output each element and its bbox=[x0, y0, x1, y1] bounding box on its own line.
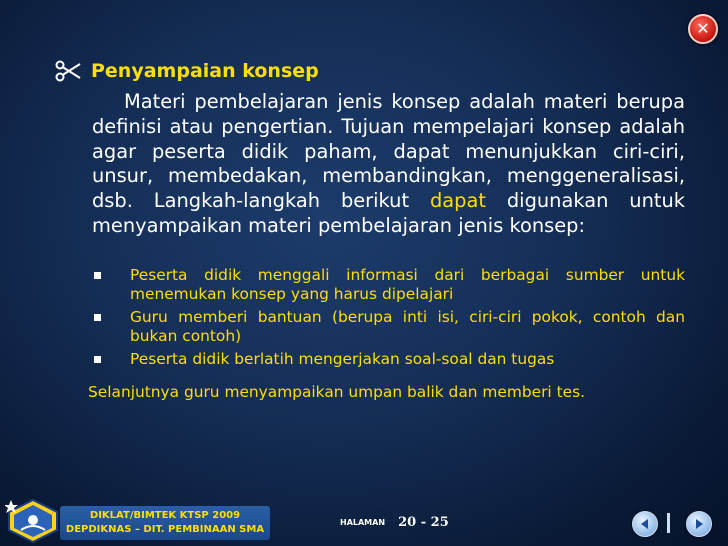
close-button[interactable] bbox=[688, 14, 718, 44]
previous-button[interactable] bbox=[632, 511, 658, 537]
paragraph-text-2: digunakan untuk menyampaikan materi pembelajaran jenis konsep: bbox=[92, 189, 685, 237]
tut-wuri-handayani-logo bbox=[5, 498, 61, 544]
footer-line-1: DIKLAT/BIMTEK KTSP 2009 bbox=[89, 510, 241, 521]
footer-line-2: DEPDIKNAS – DIT. PEMBINAAN SMA bbox=[65, 524, 265, 535]
bullet-list bbox=[88, 266, 685, 373]
arrow-right-icon bbox=[692, 517, 706, 531]
arrow-left-icon bbox=[638, 517, 652, 531]
page-range: 20 - 25 bbox=[398, 515, 449, 530]
paragraph-text-1: Materi pembelajaran jenis konsep adalah materi berupa definisi atau pengertian. Tujuan mempelajari konsep adalah agar peserta didik paham, dapat menunjukkan ciri-ciri, unsur, membedakan, membandingkan, menggeneralisasi, dsb. Langkah-langkah berikut bbox=[92, 90, 685, 213]
page-indicator bbox=[340, 512, 449, 531]
closing-text: Selanjutnya guru menyampaikan umpan balik dan memberi tes. bbox=[88, 383, 585, 401]
bullet-square-icon bbox=[94, 272, 101, 279]
footer-label bbox=[60, 506, 270, 540]
paragraph-highlight: dapat bbox=[429, 189, 486, 213]
bullet-item: Guru memberi bantuan (berupa inti isi, ciri-ciri pokok, contoh dan bukan contoh) bbox=[88, 308, 685, 346]
halaman-label: HALAMAN bbox=[340, 518, 386, 527]
bullet-item: Peserta didik menggali informasi dari berbagai sumber untuk menemukan konsep yang harus dipelajari bbox=[88, 266, 685, 304]
body-paragraph bbox=[92, 90, 685, 239]
next-button[interactable] bbox=[686, 511, 712, 537]
bullet-square-icon bbox=[94, 356, 101, 363]
nav-separator bbox=[667, 513, 670, 533]
heading-row bbox=[55, 60, 319, 82]
bullet-square-icon bbox=[94, 314, 101, 321]
close-icon: ✕ bbox=[696, 19, 710, 38]
section-heading: Penyampaian konsep bbox=[91, 60, 319, 82]
scissors-icon bbox=[55, 60, 81, 82]
bullet-item: Peserta didik berlatih mengerjakan soal-soal dan tugas bbox=[88, 350, 685, 369]
